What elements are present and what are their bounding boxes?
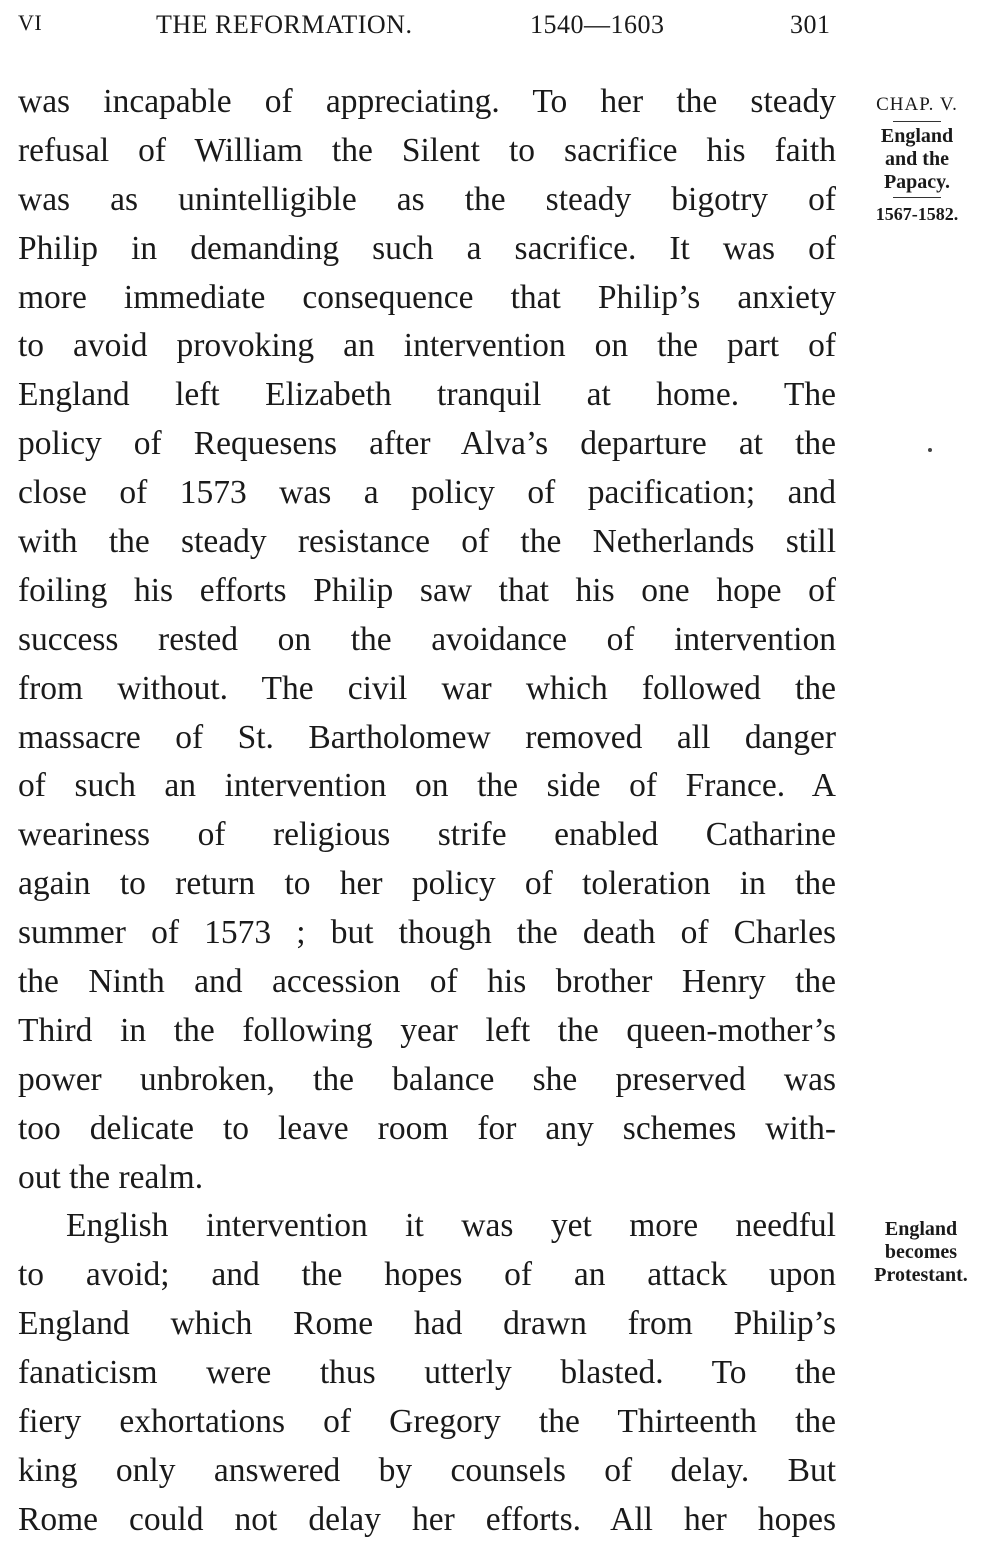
text-line: to avoid; and the hopes of an attack upon (18, 1256, 836, 1294)
margin-divider (893, 121, 941, 122)
text-line: with the steady resistance of the Netherlands still (18, 523, 836, 561)
text-line: of such an intervention on the side of France. A (18, 767, 836, 805)
body-text (18, 78, 836, 1545)
text-line: to avoid provoking an intervention on the part of (18, 327, 836, 365)
text-line: more immediate consequence that Philip’s anxiety (18, 278, 836, 316)
text-line: king only answered by counsels of delay. But (18, 1451, 836, 1489)
text-line: Rome could not delay her efforts. All her hopes (18, 1500, 836, 1538)
running-header (18, 10, 838, 50)
text-line: the Ninth and accession of his brother Henry the (18, 963, 836, 1001)
margin-note-protestant (852, 1218, 990, 1287)
text-line: fanaticism were thus utterly blasted. To the (18, 1354, 836, 1392)
text-line: Third in the following year left the queen-mother’s (18, 1011, 836, 1049)
margin-topic-line: Papacy. (883, 171, 951, 193)
text-line: England left Elizabeth tranquil at home. The (18, 376, 836, 414)
margin-topic-line: becomes (884, 1241, 958, 1263)
text-line: massacre of St. Bartholomew removed all danger (18, 718, 836, 756)
header-section-number: VI (18, 10, 43, 35)
text-line: policy of Requesens after Alva’s departure at the (18, 425, 836, 463)
text-line: success rested on the avoidance of intervention (18, 620, 836, 658)
text-line: summer of 1573 ; but though the death of Charles (18, 914, 836, 952)
margin-topic-line: England (884, 1218, 958, 1240)
header-title: THE REFORMATION. (156, 10, 413, 39)
margin-note-chapter (852, 92, 982, 226)
text-line: out the realm. (18, 1158, 204, 1196)
margin-topic-line: and the (885, 148, 949, 170)
text-line: England which Rome had drawn from Philip’s (18, 1305, 836, 1343)
margin-years: 1567-1582. (875, 204, 959, 224)
text-line: weariness of religious strife enabled Catharine (18, 816, 836, 854)
text-line: was incapable of appreciating. To her the steady (18, 83, 836, 120)
text-line: refusal of William the Silent to sacrifice his faith (18, 131, 836, 169)
text-line: fiery exhortations of Gregory the Thirteenth the (18, 1403, 836, 1441)
header-dates: 1540—1603 (530, 10, 665, 39)
margin-topic-line: England (880, 125, 954, 147)
text-line: again to return to her policy of toleration in the (18, 865, 836, 903)
margin-topic-line: Protestant. (874, 1264, 968, 1286)
text-line: foiling his efforts Philip saw that his one hope of (18, 571, 836, 609)
text-line: Philip in demanding such a sacrifice. It was of (18, 229, 836, 267)
paragraph-2 (18, 1202, 836, 1544)
margin-divider (893, 197, 941, 198)
print-speck (928, 448, 932, 452)
text-line: was as unintelligible as the steady bigotry of (18, 180, 836, 218)
text-line: power unbroken, the balance she preserved was (18, 1060, 836, 1098)
text-line: too delicate to leave room for any schemes with- (18, 1109, 836, 1147)
paragraph-1 (18, 78, 836, 1202)
text-line: English intervention it was yet more needful (66, 1207, 836, 1245)
margin-chapter-label: CHAP. V. (876, 94, 958, 115)
text-line: close of 1573 was a policy of pacification; and (18, 474, 836, 512)
page-number: 301 (790, 10, 831, 39)
text-line: from without. The civil war which followed the (18, 669, 836, 707)
